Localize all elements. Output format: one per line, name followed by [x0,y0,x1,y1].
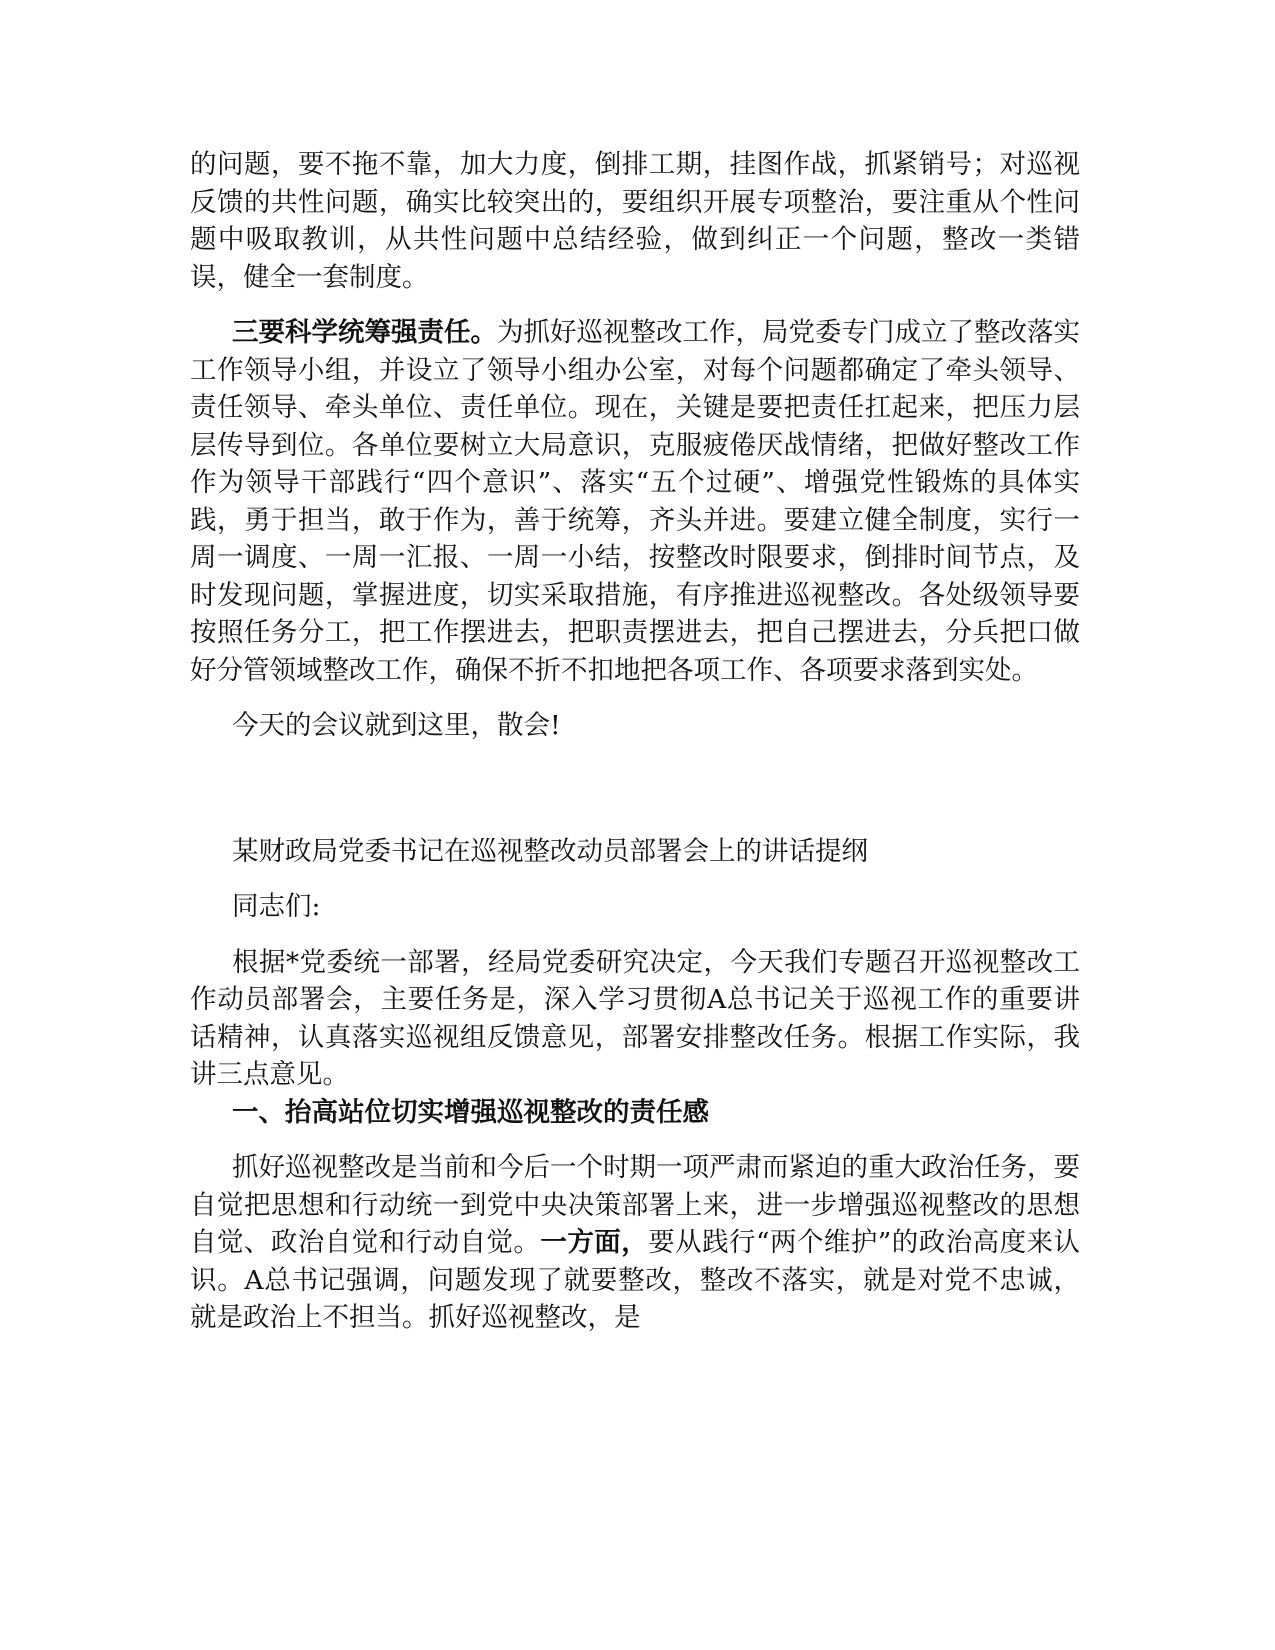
paragraph-inline-bold: 一方面， [540,1227,649,1258]
paragraph-continued: 的问题，要不拖不靠，加大力度，倒排工期，挂图作战，抓紧销号；对巡视反馈的共性问题，确实比较突出的，要组织开展专项整治，要注重从个性问题中吸取教训，从共性问题中总结经验，做到纠正一个问题，整改一类错误，健全一套制度。 [190,149,1080,293]
section-paragraph [190,1149,1080,1337]
document-title: 某财政局党委书记在巡视整改动员部署会上的讲话提纲 [232,835,868,867]
paragraph-text-b: 要从践行“两个维护”的政治高度来认识。A总书记强调，问题发现了就要整改，整改不落实，就是对党不忠诚，就是政治上不担当。抓好巡视整改，是 [190,1227,1081,1333]
paragraph-text-a: 抓好巡视整改是当前和今后一个时期一项严肃而紧迫的重大政治任务，要自觉把思想和行动统一到党中央决策部署上来，进一步增强巡视整改的思想自觉、政治自觉和行动自觉。 [190,1152,1080,1258]
greeting: 同志们: [232,891,321,922]
paragraph-body: 为抓好巡视整改工作，局党委专门成立了整改落实工作领导小组，并设立了领导小组办公室，对每个问题都确定了牵头领导、责任领导、牵头单位、责任单位。现在，关键是要把责任扛起来，把压力层层传导到位。各单位要树立大局意识，克服疲倦厌战情绪，把做好整改工作作为领导干部践行“四个意识”、落实“五个过硬”、增强党性锻炼的具体实践，勇于担当，敢于作为，善于统筹，齐头并进。要建立健全制度，实行一周一调度、一周一汇报、一周一小结，按整改时限要求，倒排时间节点，及时发现问题，掌握进度，切实采取措施，有序推进巡视整改。各处级领导要按照任务分工，把工作摆进去，把职责摆进去，把自己摆进去，分兵把口做好分管领域整改工作，确保不折不扣地把各项工作、各项要求落到实处。 [190,317,1080,686]
document-page [190,146,1080,1337]
paragraph-lead-bold: 三要科学统筹强责任。 [232,317,497,348]
intro-paragraph: 根据*党委统一部署，经局党委研究决定，今天我们专题召开巡视整改工作动员部署会，主要任务是，深入学习贯彻A总书记关于巡视工作的重要讲话精神，认真落实巡视组反馈意见，部署安排整改任务。根据工作实际，我讲三点意见。 [190,946,1080,1090]
closing-line: 今天的会议就到这里，散会! [232,710,561,741]
section-heading-1: 一、抬高站位切实增强巡视整改的责任感 [232,1096,709,1128]
paragraph-responsibility [190,314,1080,689]
